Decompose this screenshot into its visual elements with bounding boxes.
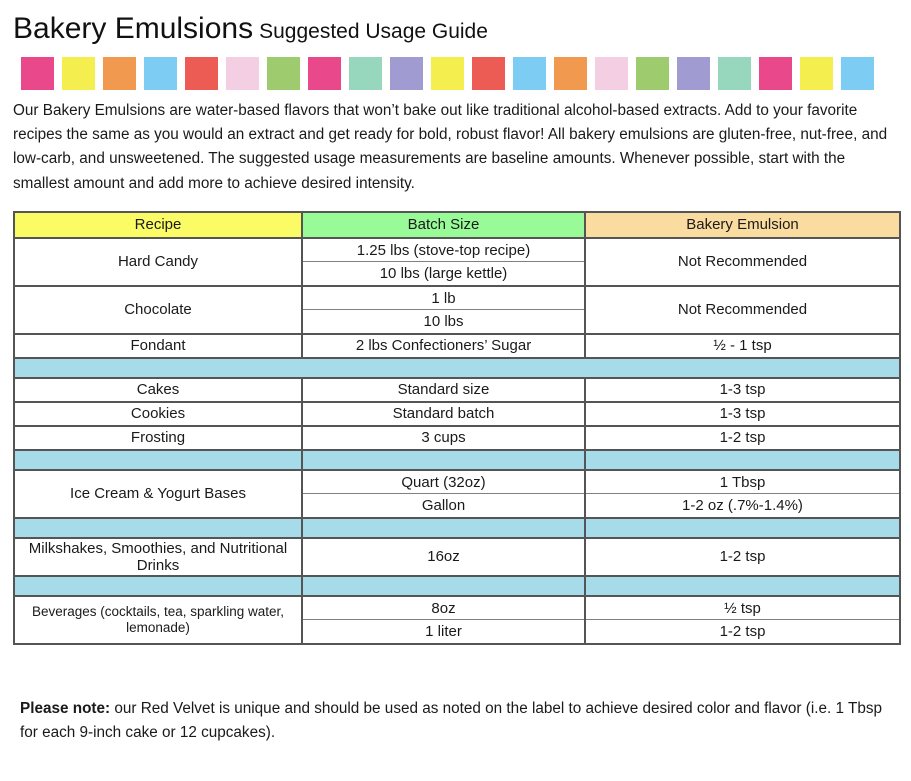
color-swatch xyxy=(636,57,669,90)
color-swatch xyxy=(103,57,136,90)
title-subtitle: Suggested Usage Guide xyxy=(259,20,488,43)
emulsion-cell: 1-2 oz (.7%-1.4%) xyxy=(585,494,900,518)
separator-cell xyxy=(585,518,900,538)
color-swatch xyxy=(800,57,833,90)
color-swatch xyxy=(472,57,505,90)
color-swatch xyxy=(595,57,628,90)
emulsion-cell: 1-3 tsp xyxy=(585,378,900,402)
recipe-cell: Chocolate xyxy=(14,286,302,334)
column-header-recipe: Recipe xyxy=(14,212,302,238)
separator-cell xyxy=(302,450,585,470)
separator-cell xyxy=(14,358,900,378)
table-row xyxy=(14,334,900,358)
separator-cell xyxy=(585,576,900,596)
emulsion-cell: Not Recommended xyxy=(585,238,900,286)
color-swatch xyxy=(62,57,95,90)
emulsion-cell: ½ tsp xyxy=(585,596,900,620)
table-row xyxy=(14,470,900,494)
note-label: Please note: xyxy=(20,699,111,717)
recipe-cell: Hard Candy xyxy=(14,238,302,286)
usage-table xyxy=(13,211,901,645)
emulsion-cell: ½ - 1 tsp xyxy=(585,334,900,358)
table-row xyxy=(14,402,900,426)
table-header-row xyxy=(14,212,900,238)
emulsion-cell: 1-2 tsp xyxy=(585,620,900,644)
color-swatch xyxy=(21,57,54,90)
separator-cell xyxy=(14,576,302,596)
separator-cell xyxy=(14,518,302,538)
batch-cell: Standard size xyxy=(302,378,585,402)
batch-cell: 10 lbs xyxy=(302,310,585,334)
batch-cell: Gallon xyxy=(302,494,585,518)
color-swatch xyxy=(554,57,587,90)
color-swatch xyxy=(718,57,751,90)
recipe-cell: Fondant xyxy=(14,334,302,358)
batch-cell: 3 cups xyxy=(302,426,585,450)
separator-row xyxy=(14,576,900,596)
batch-cell: 8oz xyxy=(302,596,585,620)
color-swatch xyxy=(144,57,177,90)
color-swatch xyxy=(677,57,710,90)
batch-cell: 2 lbs Confectioners’ Sugar xyxy=(302,334,585,358)
separator-cell xyxy=(302,576,585,596)
color-swatch xyxy=(349,57,382,90)
recipe-cell: Beverages (cocktails, tea, sparkling water, lemonade) xyxy=(14,596,302,644)
color-swatch xyxy=(390,57,423,90)
color-swatch xyxy=(226,57,259,90)
table-row xyxy=(14,238,900,262)
recipe-cell: Cookies xyxy=(14,402,302,426)
color-swatch xyxy=(185,57,218,90)
color-strip xyxy=(21,57,898,90)
table-row xyxy=(14,286,900,310)
title-main: Bakery Emulsions xyxy=(13,12,254,45)
table-row xyxy=(14,596,900,620)
batch-cell: Quart (32oz) xyxy=(302,470,585,494)
batch-cell: 1.25 lbs (stove-top recipe) xyxy=(302,238,585,262)
note-text: our Red Velvet is unique and should be used as noted on the label to achieve desired color and flavor (i.e. 1 Tbsp for each 9-inch cake or 12 cupcakes). xyxy=(20,699,882,742)
separator-row xyxy=(14,450,900,470)
column-header-bakery-emulsion: Bakery Emulsion xyxy=(585,212,900,238)
column-header-batch-size: Batch Size xyxy=(302,212,585,238)
recipe-cell: Ice Cream & Yogurt Bases xyxy=(14,470,302,518)
separator-cell xyxy=(14,450,302,470)
color-swatch xyxy=(308,57,341,90)
separator-row xyxy=(14,518,900,538)
table-row xyxy=(14,538,900,576)
table-row xyxy=(14,426,900,450)
emulsion-cell: 1-2 tsp xyxy=(585,426,900,450)
table-row xyxy=(14,378,900,402)
emulsion-cell: 1-3 tsp xyxy=(585,402,900,426)
intro-paragraph: Our Bakery Emulsions are water-based flavors that won’t bake out like traditional alcohol-based extracts. Add to your favorite recipes the same as you would an extract and get ready for bold, robust flavor! All bakery emulsions are gluten-free, nut-free, and low-carb, and unsweetened. The suggested usage measurements are baseline amounts. Whenever possible, start with the smallest amount and add more to achieve desired intensity. xyxy=(13,102,888,192)
emulsion-cell: 1-2 tsp xyxy=(585,538,900,576)
emulsion-cell: 1 Tbsp xyxy=(585,470,900,494)
emulsion-cell: Not Recommended xyxy=(585,286,900,334)
separator-cell xyxy=(302,518,585,538)
color-swatch xyxy=(513,57,546,90)
batch-cell: 16oz xyxy=(302,538,585,576)
separator-cell xyxy=(585,450,900,470)
page-title xyxy=(13,12,898,46)
color-swatch xyxy=(759,57,792,90)
batch-cell: 1 lb xyxy=(302,286,585,310)
color-swatch xyxy=(431,57,464,90)
recipe-cell: Cakes xyxy=(14,378,302,402)
recipe-cell: Milkshakes, Smoothies, and Nutritional Drinks xyxy=(14,538,302,576)
footer-note xyxy=(20,697,900,745)
batch-cell: Standard batch xyxy=(302,402,585,426)
color-swatch xyxy=(841,57,874,90)
batch-cell: 10 lbs (large kettle) xyxy=(302,262,585,286)
batch-cell: 1 liter xyxy=(302,620,585,644)
recipe-cell: Frosting xyxy=(14,426,302,450)
separator-row xyxy=(14,358,900,378)
color-swatch xyxy=(267,57,300,90)
